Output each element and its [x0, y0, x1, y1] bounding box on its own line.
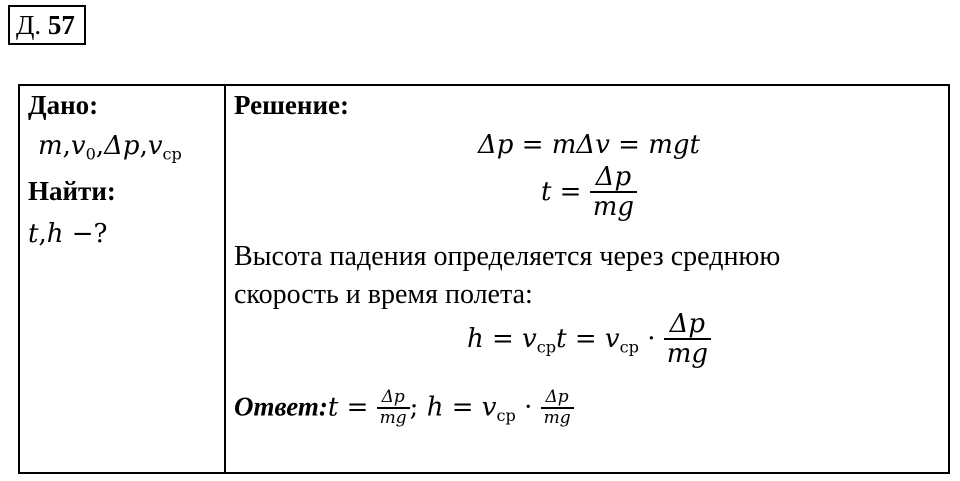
given-vcp: v [147, 131, 163, 161]
find-h: h [46, 219, 64, 249]
explanation-text: Высота падения определяется через среднюю скорость и время полета: [234, 241, 781, 310]
given-v0: v [70, 131, 86, 161]
eq1-mid: mΔv [551, 130, 610, 160]
answer-line: Ответ:t = $\frac{\Delta p}{mg}$ ; $h = v_{ср}$ · $\frac{\Delta p}{mg}$ [234, 389, 574, 428]
eq3-t: t [556, 323, 567, 354]
eq3-den: mg [666, 339, 709, 370]
answer-fraction-2 [541, 389, 574, 428]
answer-num-2: Δp [541, 389, 574, 409]
answer-den-2: mg [543, 407, 571, 428]
answer-h: h [426, 392, 444, 423]
eq3-fraction [664, 311, 711, 369]
find-question: −? [71, 219, 108, 249]
eq3-dot: · [647, 323, 656, 354]
eq1-lhs: Δp [478, 130, 514, 160]
eq2-eq: = [559, 176, 582, 207]
solution-table [18, 84, 950, 474]
answer-num-1: Δp [377, 389, 410, 409]
equation-time [234, 164, 944, 222]
eq2-num: Δp [590, 164, 637, 193]
eq3-sub: ср [536, 337, 557, 357]
solution-header: Решение: [234, 90, 349, 120]
given-vcp-sub: ср [162, 144, 182, 164]
eq1-eq2: = [618, 130, 640, 160]
answer-label: Ответ: [234, 391, 328, 422]
answer-t: t [327, 392, 339, 423]
given-v0-sub: 0 [85, 144, 96, 164]
eq3-sub2: ср [619, 337, 639, 357]
eq3-v2: v [604, 323, 620, 354]
problem-number-badge [8, 5, 86, 45]
equation-height: $h = v_{ср}t = v_{ср}$ · $\frac{\Delta p}{mg}$ [234, 311, 944, 369]
eq2-den: mg [592, 192, 635, 223]
eq1-rhs: mgt [648, 130, 700, 160]
answer-den-1: mg [379, 407, 407, 428]
answer-sub: ср [496, 405, 516, 425]
eq2-fraction [590, 164, 637, 222]
eq1-eq1: = [521, 130, 544, 160]
equation-momentum [234, 130, 944, 160]
eq2-lhs: t [540, 176, 552, 207]
answer-v: v [481, 392, 497, 423]
answer-fraction-1 [377, 389, 410, 428]
answer-dot: · [524, 392, 533, 423]
given-m: m [38, 131, 63, 161]
answer-separator: ; [409, 392, 419, 423]
find-header: Найти: [28, 176, 116, 206]
problem-number: 57 [47, 10, 75, 40]
column-divider [224, 86, 226, 472]
eq3-v: v [522, 323, 537, 354]
given-header: Дано: [28, 90, 99, 120]
find-values: t,h −? [28, 219, 108, 249]
given-dp: Δp [104, 131, 140, 161]
eq3-lhs: h [466, 323, 484, 354]
given-values: $m,v_0,\Delta p,v_{ср}$ [38, 131, 182, 164]
eq3-num: Δp [664, 311, 711, 340]
problem-prefix: Д. [16, 10, 42, 40]
find-t: t [28, 219, 39, 249]
